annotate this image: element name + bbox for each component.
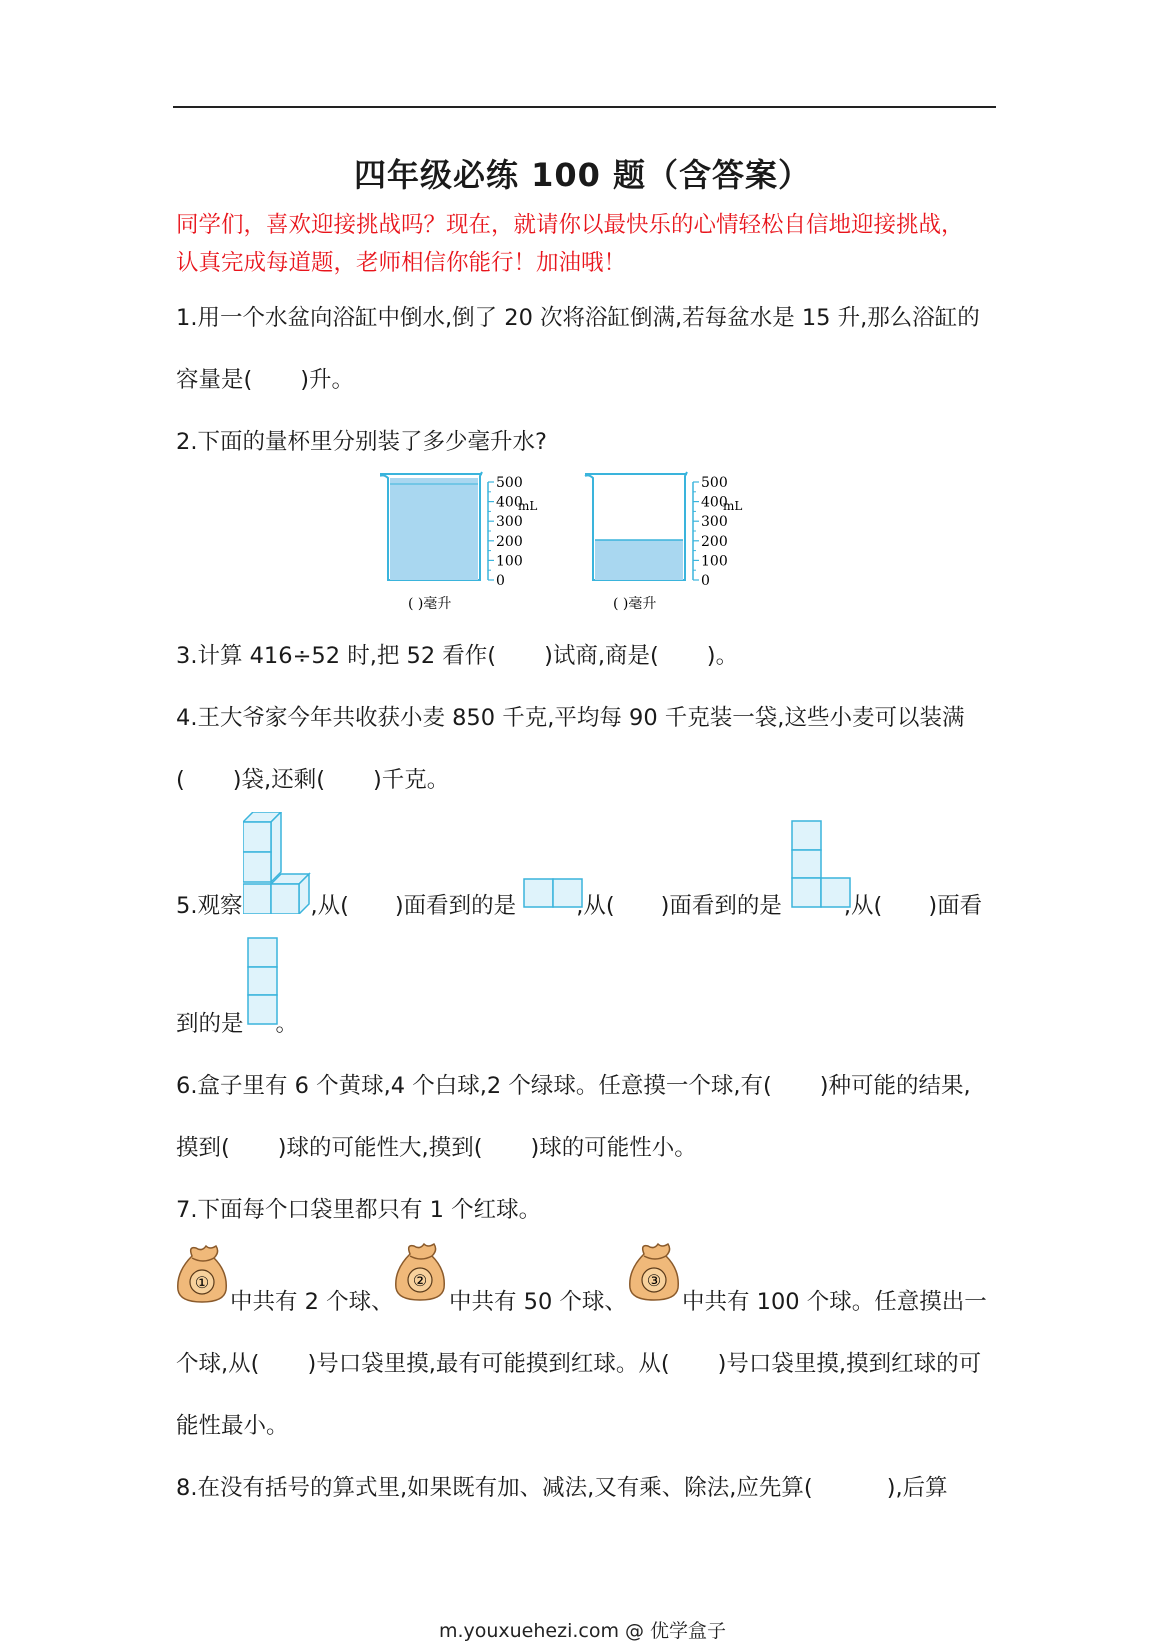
- cup-2-tick-label: 200: [701, 533, 728, 550]
- bag-1-icon: [176, 1242, 230, 1304]
- cup-1-tick-label: 400: [496, 494, 523, 511]
- cup-1-tick-label: 300: [496, 514, 523, 531]
- cup-2-answer: ( )毫升: [613, 596, 657, 612]
- bag-3-icon: [628, 1240, 682, 1302]
- cup-2-tick-label: 400: [701, 494, 728, 511]
- q7-text: 7.下面每个口袋里都只有 1 个红球。: [176, 1197, 542, 1223]
- q8-text: 8.在没有括号的算式里,如果既有加、减法,又有乘、除法,应先算( ),后算: [176, 1475, 948, 1501]
- cup-1-unit: mL: [518, 499, 538, 513]
- measuring-cup-2: [585, 472, 742, 612]
- cup-2-tick-label: 500: [701, 475, 728, 491]
- q1-line-2: 容量是( )升。: [176, 367, 355, 393]
- q3-text: 3.计算 416÷52 时,把 52 看作( )试商,商是( )。: [176, 643, 739, 669]
- q5-line-2: 到的是 。: [176, 1011, 299, 1037]
- top-rule: [173, 106, 996, 108]
- intro-line-2: 认真完成每道题，老师相信你能行！加油哦！: [176, 250, 627, 276]
- q7-line-3: 能性最小。: [176, 1413, 289, 1439]
- q6-line-2: 摸到( )球的可能性大,摸到( )球的可能性小。: [176, 1135, 697, 1161]
- measuring-cup-1: [380, 472, 537, 612]
- cup-1-tick-label: 200: [496, 533, 523, 550]
- q7-line-2: 个球,从( )号口袋里摸,最有可能摸到红球。从( )号口袋里摸,摸到红球的可: [176, 1351, 982, 1377]
- water-fill-2: [595, 540, 683, 580]
- measuring-cups-figure: [380, 468, 800, 618]
- cup-2-unit: mL: [723, 499, 743, 513]
- q7-bag-2-text: 中共有 50 个球、: [449, 1289, 627, 1315]
- bag-1-number: ①: [194, 1273, 210, 1292]
- q7-bag-1-text: 中共有 2 个球、: [230, 1289, 394, 1315]
- bag-2-number: ②: [412, 1271, 428, 1290]
- cup-1-tick-label: 500: [496, 475, 523, 491]
- q4-line-1: 4.王大爷家今年共收获小麦 850 千克,平均每 90 千克装一袋,这些小麦可以装满: [176, 705, 965, 731]
- water-fill-1: [390, 478, 478, 580]
- intro-line-1: 同学们，喜欢迎接挑战吗？现在，就请你以最快乐的心情轻松自信地迎接挑战，: [176, 212, 964, 238]
- cup-1-answer: ( )毫升: [408, 596, 452, 612]
- q5-line-1: 5.观察 ,从( )面看到的是 ,从( )面看到的是 ,从( )面看: [176, 893, 983, 919]
- q7-bag-3-text: 中共有 100 个球。任意摸出一: [682, 1289, 987, 1315]
- footer-source: m.youxuehezi.com @ 优学盒子: [438, 1620, 727, 1642]
- cup-1-tick-label: 100: [496, 553, 523, 570]
- bag-2-icon: [394, 1240, 448, 1302]
- q2-text: 2.下面的量杯里分别装了多少毫升水?: [176, 429, 547, 455]
- cup-1-tick-label: 0: [496, 573, 505, 589]
- q4-line-2: ( )袋,还剩( )千克。: [176, 767, 450, 793]
- page-title: 四年级必练 100 题（含答案）: [353, 156, 812, 194]
- bag-3-number: ③: [646, 1271, 662, 1290]
- cup-2-tick-label: 300: [701, 514, 728, 531]
- q6-line-1: 6.盒子里有 6 个黄球,4 个白球,2 个绿球。任意摸一个球,有( )种可能的结果,: [176, 1073, 971, 1099]
- q1-line-1: 1.用一个水盆向浴缸中倒水,倒了 20 次将浴缸倒满,若每盆水是 15 升,那么浴缸的: [176, 305, 980, 331]
- cup-2-tick-label: 100: [701, 553, 728, 570]
- cup-2-tick-label: 0: [701, 573, 710, 589]
